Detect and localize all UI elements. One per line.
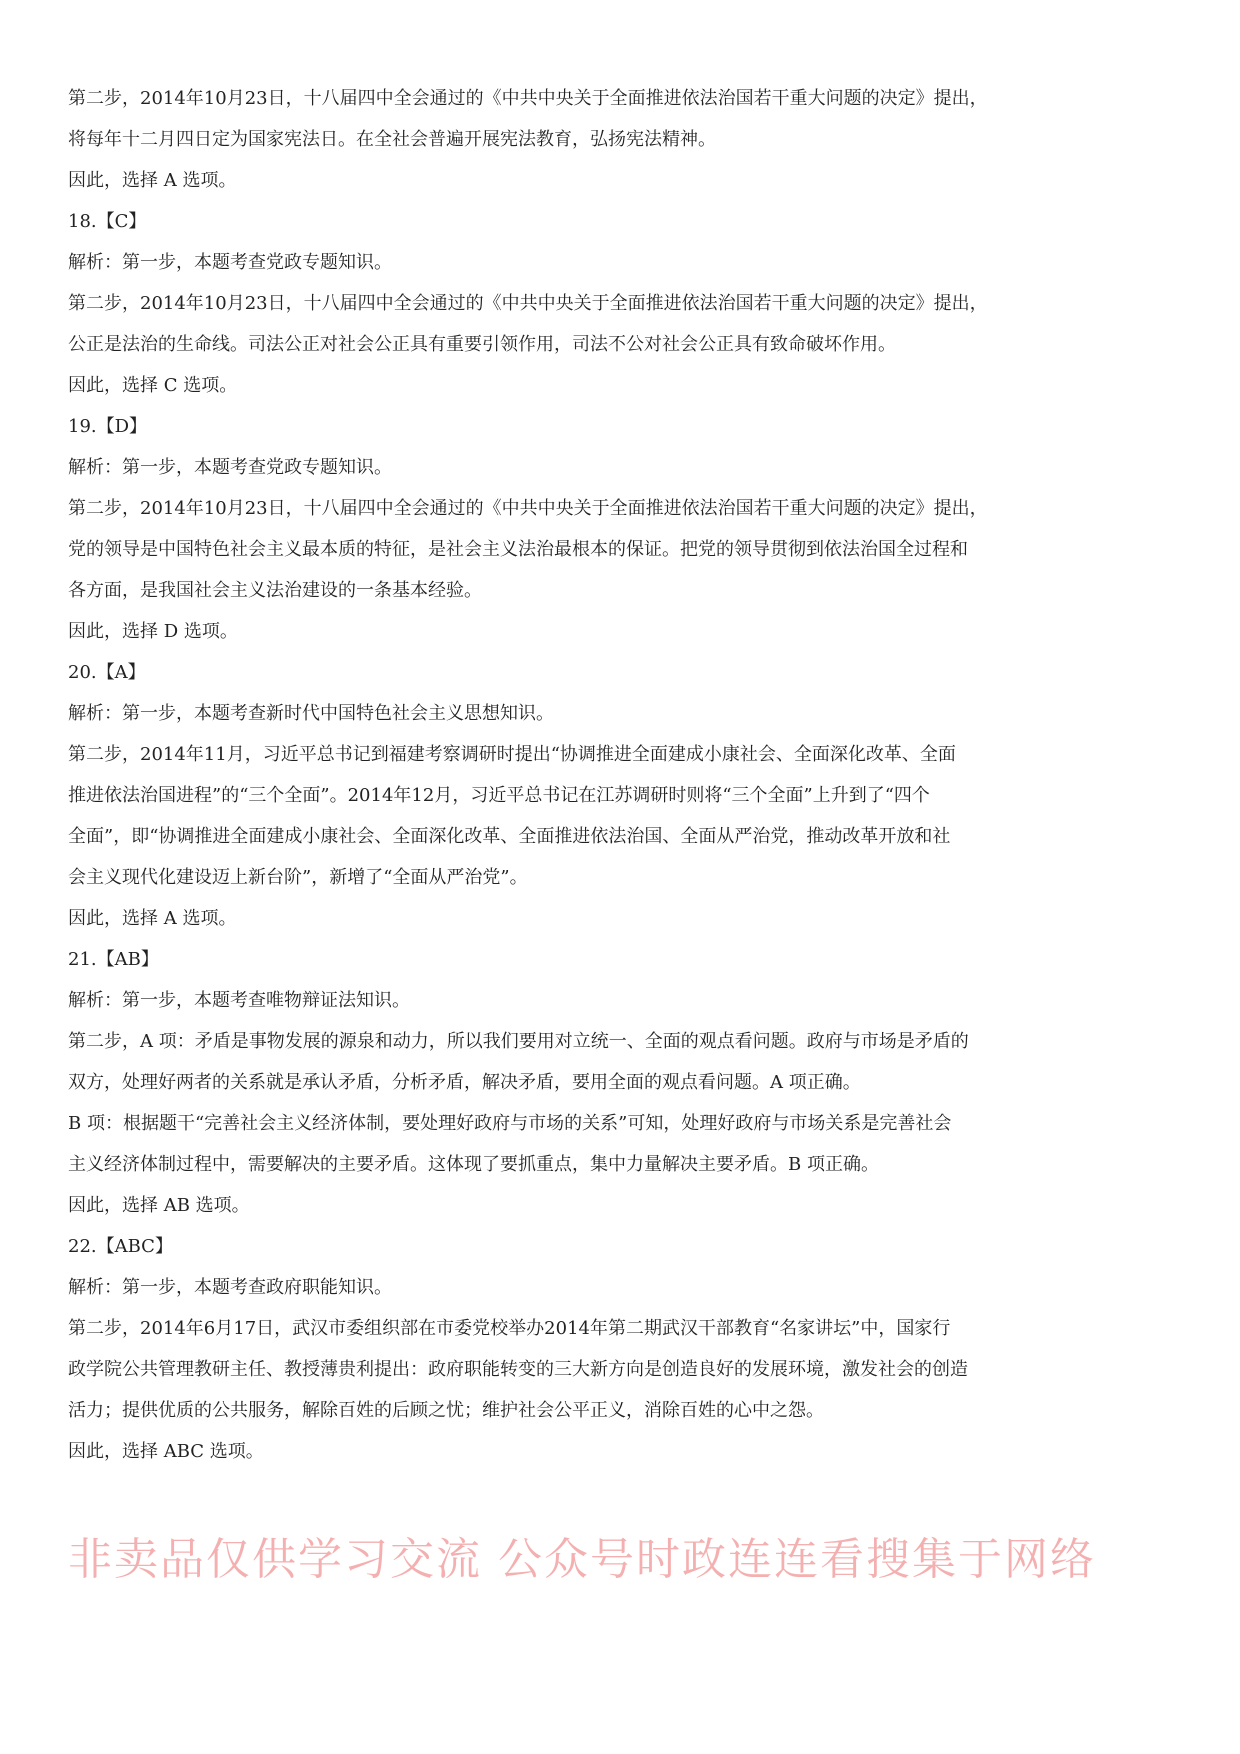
text-line: 第二步，2014年11月，习近平总书记到福建考察调研时提出“协调推进全面建成小康社会、全面深化改革、全面 bbox=[68, 744, 956, 765]
text-line: 因此，选择 AB 选项。 bbox=[68, 1195, 250, 1216]
answer-heading: 22.【ABC】 bbox=[68, 1236, 173, 1257]
text-line: 因此，选择 C 选项。 bbox=[68, 375, 238, 396]
answer-heading: 18.【C】 bbox=[68, 211, 147, 232]
text-line: 全面”，即“协调推进全面建成小康社会、全面深化改革、全面推进依法治国、全面从严治党，推动改革开放和社 bbox=[68, 826, 951, 847]
text-line: 第二步，2014年10月23日，十八届四中全会通过的《中共中央关于全面推进依法治国若干重大问题的决定》提出， bbox=[68, 498, 988, 519]
text-line: 第二步，2014年6月17日，武汉市委组织部在市委党校举办2014年第二期武汉干部教育“名家讲坛”中，国家行 bbox=[68, 1318, 951, 1339]
text-line: 公正是法治的生命线。司法公正对社会公正具有重要引领作用，司法不公对社会公正具有致命破坏作用。 bbox=[68, 334, 896, 355]
text-line: 将每年十二月四日定为国家宪法日。在全社会普遍开展宪法教育，弘扬宪法精神。 bbox=[68, 129, 716, 150]
text-line: 解析：第一步，本题考查新时代中国特色社会主义思想知识。 bbox=[68, 703, 554, 724]
watermark bbox=[68, 1515, 1178, 1605]
answer-heading: 19.【D】 bbox=[68, 416, 148, 437]
text-line: 因此，选择 D 选项。 bbox=[68, 621, 238, 642]
text-line: 第二步，2014年10月23日，十八届四中全会通过的《中共中央关于全面推进依法治国若干重大问题的决定》提出， bbox=[68, 293, 988, 314]
text-line: 解析：第一步，本题考查党政专题知识。 bbox=[68, 457, 392, 478]
text-line: 解析：第一步，本题考查政府职能知识。 bbox=[68, 1277, 392, 1298]
answer-heading: 21.【AB】 bbox=[68, 949, 159, 970]
watermark-text: 非卖品仅供学习交流 公众号时政连连看搜集于网络 bbox=[68, 1534, 1096, 1585]
text-line: 推进依法治国进程”的“三个全面”。2014年12月，习近平总书记在江苏调研时则将“三个全面”上升到了“四个 bbox=[68, 785, 930, 806]
text-line: 解析：第一步，本题考查党政专题知识。 bbox=[68, 252, 392, 273]
text-line: 因此，选择 A 选项。 bbox=[68, 170, 237, 191]
text-line: 双方，处理好两者的关系就是承认矛盾，分析矛盾，解决矛盾，要用全面的观点看问题。A 项正确。 bbox=[68, 1072, 861, 1093]
text-line: 主义经济体制过程中，需要解决的主要矛盾。这体现了要抓重点，集中力量解决主要矛盾。B 项正确。 bbox=[68, 1154, 879, 1175]
text-line: 解析：第一步，本题考查唯物辩证法知识。 bbox=[68, 990, 410, 1011]
text-line: 活力；提供优质的公共服务，解除百姓的后顾之忧；维护社会公平正义，消除百姓的心中之怨。 bbox=[68, 1400, 824, 1421]
text-line: 政学院公共管理教研主任、教授薄贵利提出：政府职能转变的三大新方向是创造良好的发展环境，激发社会的创造 bbox=[68, 1359, 968, 1380]
text-line: B 项：根据题干“完善社会主义经济体制，要处理好政府与市场的关系”可知，处理好政府与市场关系是完善社会 bbox=[68, 1113, 952, 1134]
text-line: 第二步，A 项：矛盾是事物发展的源泉和动力，所以我们要用对立统一、全面的观点看问题。政府与市场是矛盾的 bbox=[68, 1031, 969, 1052]
text-line: 因此，选择 A 选项。 bbox=[68, 908, 237, 929]
text-line: 第二步，2014年10月23日，十八届四中全会通过的《中共中央关于全面推进依法治国若干重大问题的决定》提出， bbox=[68, 88, 988, 109]
text-line: 因此，选择 ABC 选项。 bbox=[68, 1441, 264, 1462]
text-line: 党的领导是中国特色社会主义最本质的特征，是社会主义法治最根本的保证。把党的领导贯彻到依法治国全过程和 bbox=[68, 539, 968, 560]
answer-heading: 20.【A】 bbox=[68, 662, 146, 683]
document-body bbox=[68, 78, 1178, 1472]
text-line: 会主义现代化建设迈上新台阶”，新增了“全面从严治党”。 bbox=[68, 867, 528, 888]
text-line: 各方面，是我国社会主义法治建设的一条基本经验。 bbox=[68, 580, 482, 601]
